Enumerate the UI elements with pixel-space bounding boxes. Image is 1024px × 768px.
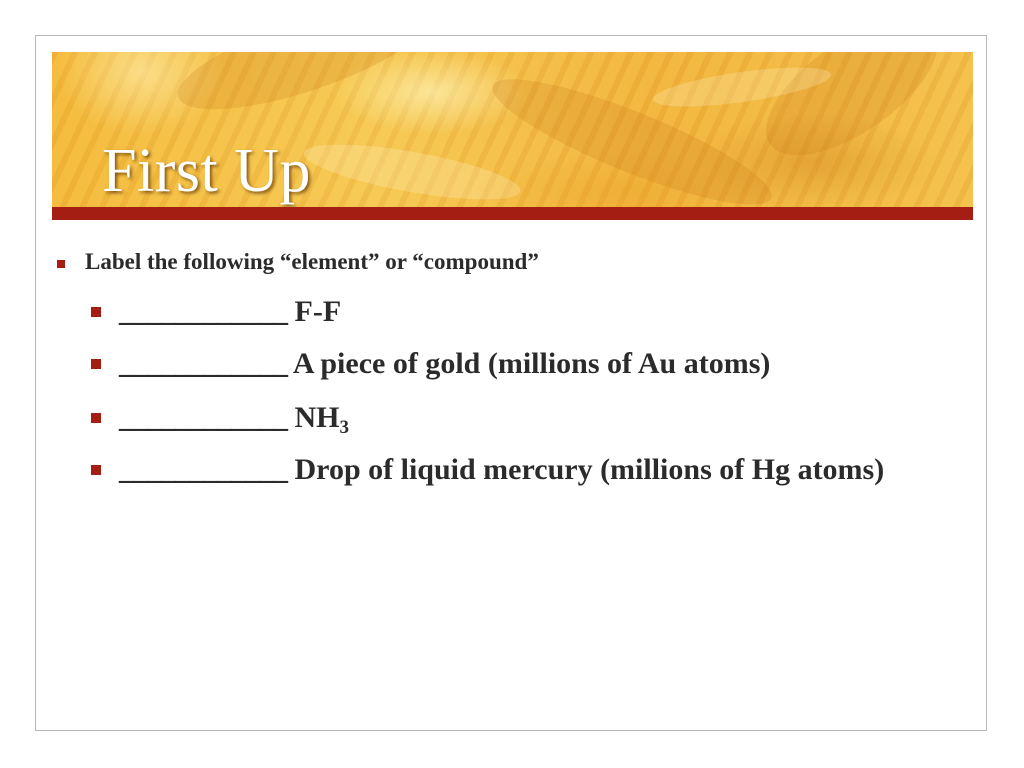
instruction-bullet xyxy=(85,249,539,275)
list-item xyxy=(119,292,987,332)
bullet-square-icon xyxy=(57,260,65,268)
slide xyxy=(35,35,987,731)
answer-blank: ____________ xyxy=(119,347,287,380)
bullet-square-icon xyxy=(91,413,101,423)
list-item xyxy=(119,398,987,438)
slide-body xyxy=(36,36,986,730)
bullet-square-icon xyxy=(91,465,101,475)
slide-title: First Up xyxy=(102,137,311,205)
instruction-text: Label the following “element” or “compound” xyxy=(85,249,539,274)
item-subscript: 3 xyxy=(339,417,349,438)
bullet-square-icon xyxy=(91,307,101,317)
list-item xyxy=(119,344,987,384)
answer-blank: ____________ xyxy=(119,401,287,434)
item-text: F-F xyxy=(294,295,342,328)
list-item xyxy=(119,450,987,490)
answer-blank: ____________ xyxy=(119,295,287,328)
bullet-square-icon xyxy=(91,359,101,369)
answer-blank: ____________ xyxy=(119,453,287,486)
item-text: Drop of liquid mercury (millions of Hg atoms) xyxy=(294,453,885,486)
item-text: A piece of gold (millions of Au atoms) xyxy=(292,347,771,380)
item-text: NH xyxy=(294,401,340,434)
